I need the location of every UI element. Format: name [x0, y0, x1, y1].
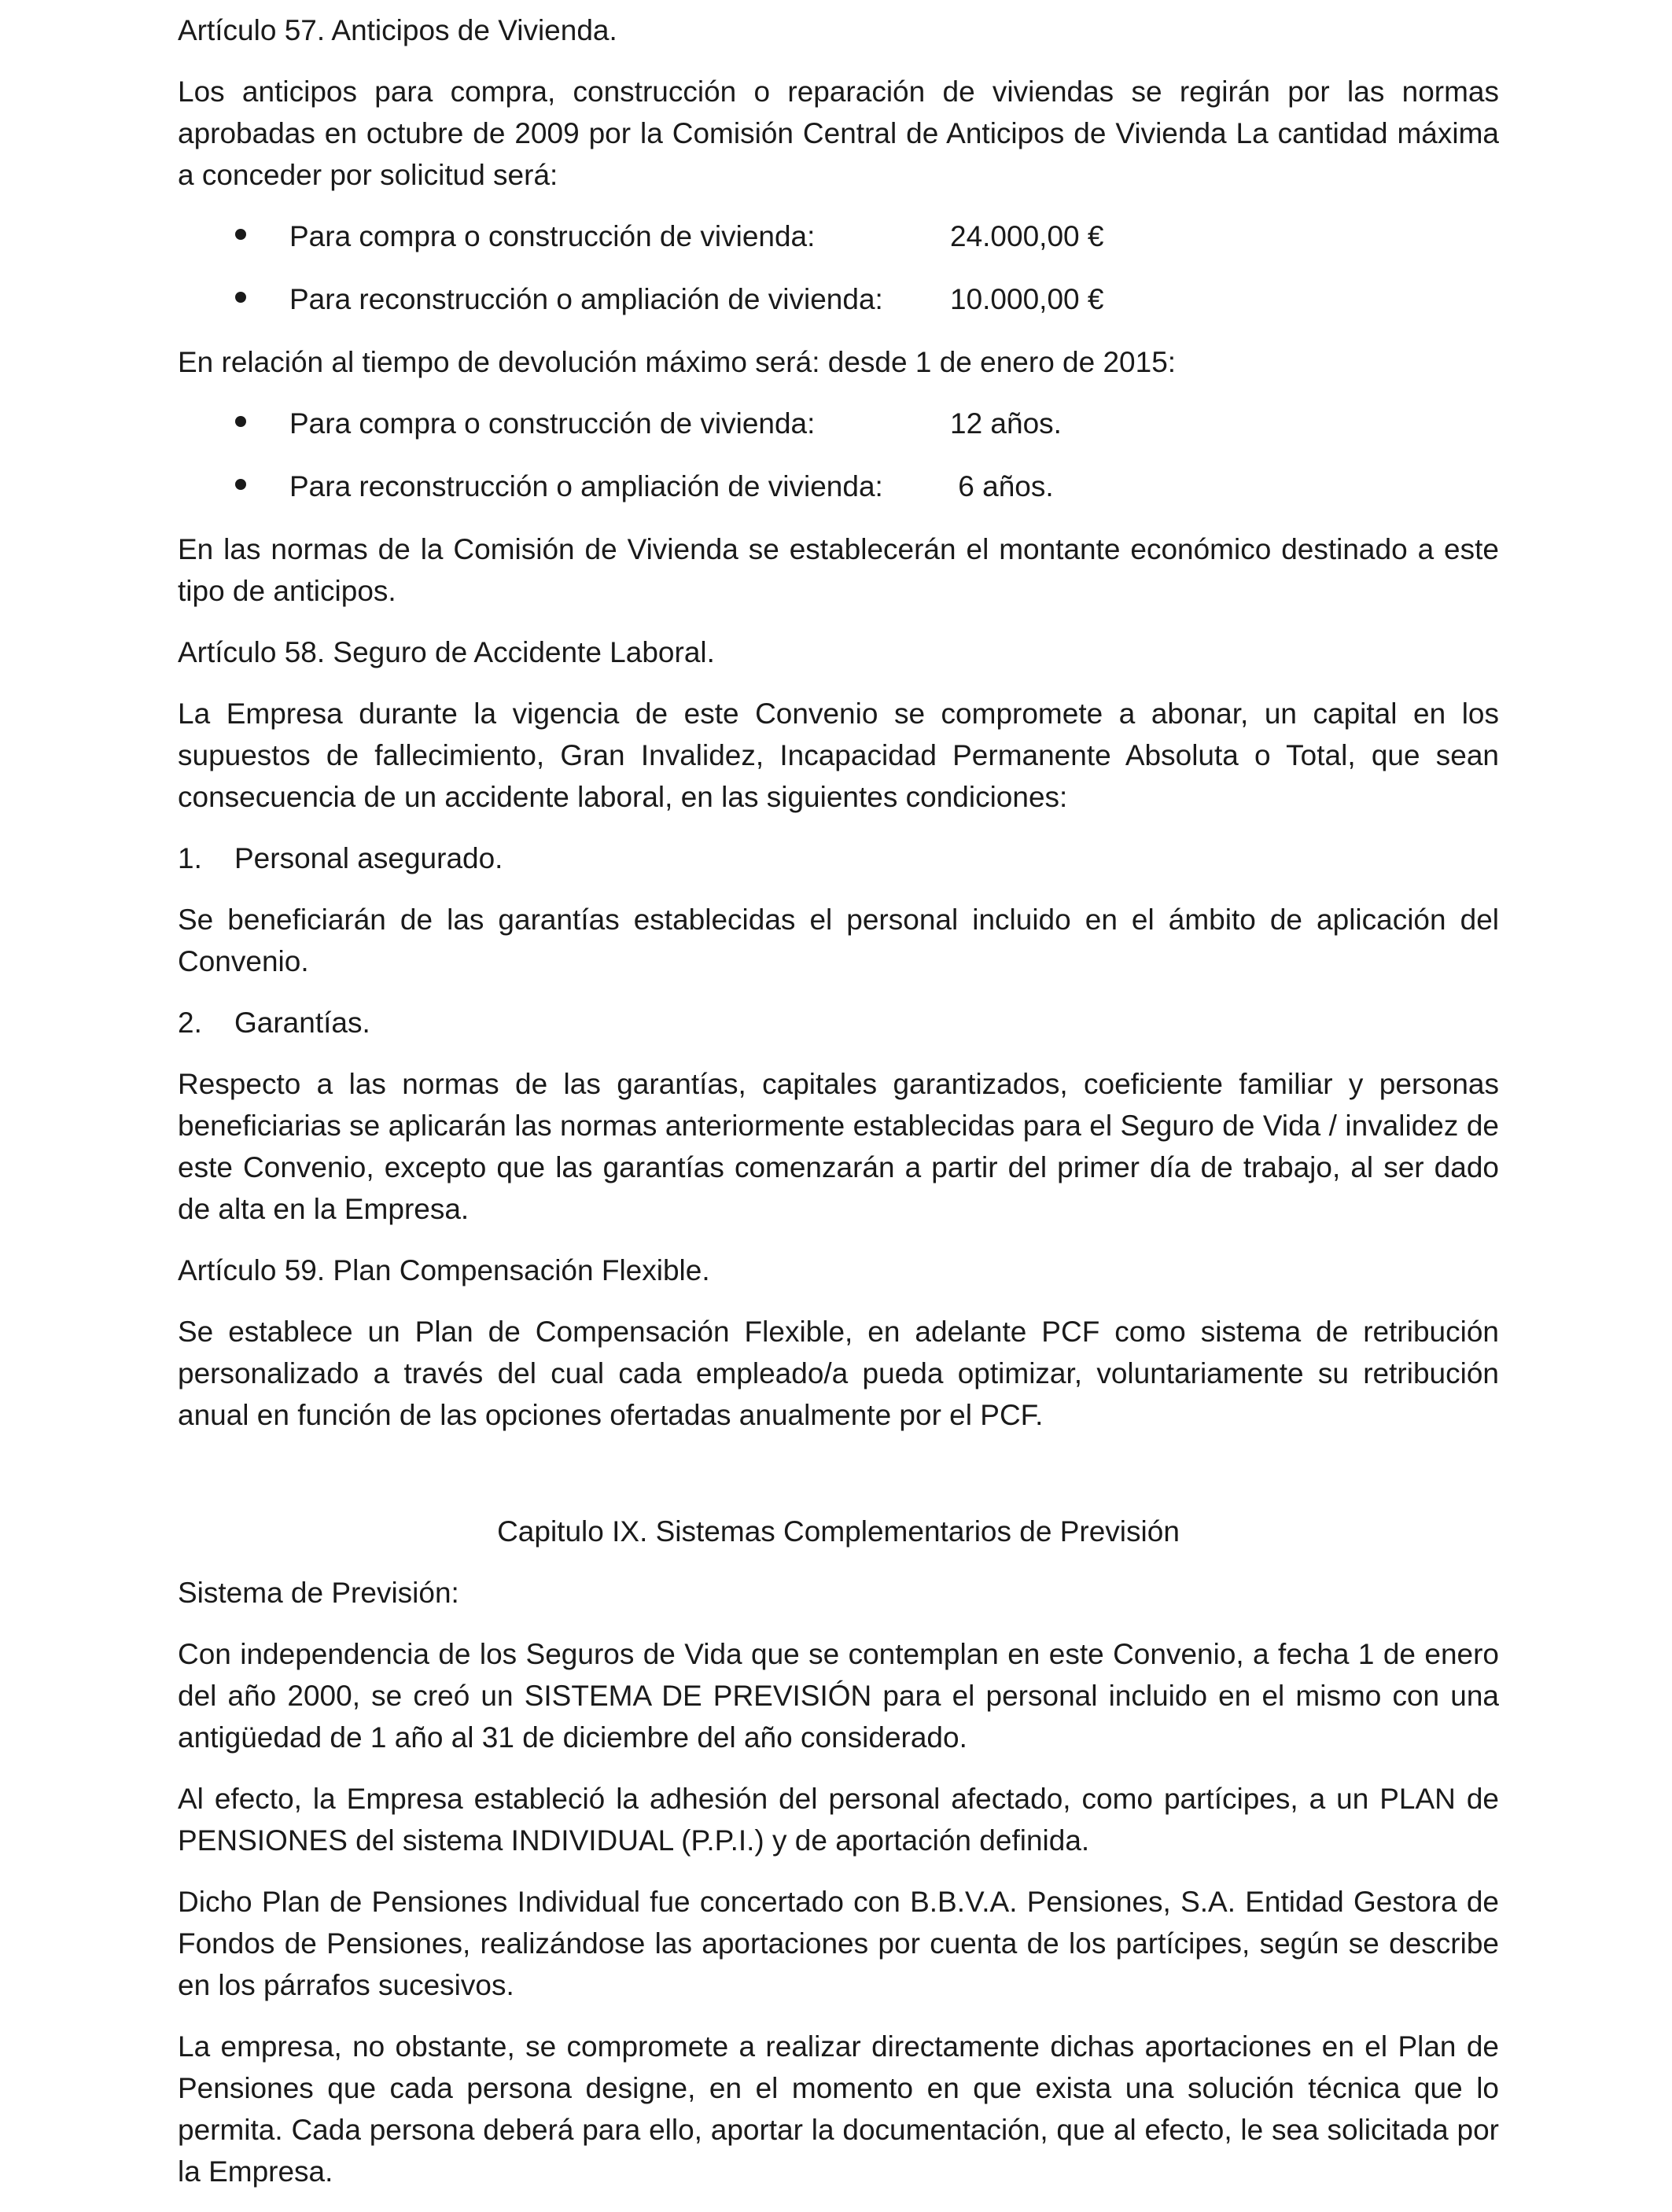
list-item [178, 278, 1499, 320]
item-title: Garantías. [234, 1007, 370, 1039]
chapter-9-paragraph-3: Dicho Plan de Pensiones Individual fue concertado con B.B.V.A. Pensiones, S.A. Entidad Gestora de Fondos de Pensiones, realizándose las aportaciones por cuenta de los partícipes, según se describe en los párrafos sucesivos. [178, 1886, 1499, 2001]
list-item [178, 466, 1499, 507]
numbered-item-2 [178, 1002, 1499, 1043]
article-58-intro: La Empresa durante la vigencia de este Convenio se compromete a abonar, un capital en los supuestos de fallecimiento, Gran Invalidez, Incapacidad Permanente Absoluta o Total, que sean consecuencia de un accidente laboral, en las siguientes condiciones: [178, 697, 1499, 813]
term-label: Para reconstrucción o ampliación de vivienda: [289, 470, 883, 502]
amount-value: 10.000,00 € [950, 283, 1104, 315]
article-57-return-intro: En relación al tiempo de devolución máximo será: desde 1 de enero de 2015: [178, 346, 1177, 378]
chapter-9-paragraph-1: Con independencia de los Seguros de Vida que se contemplan en este Convenio, a fecha 1 de enero del año 2000, se creó un SISTEMA DE PREVISIÓN para el personal incluido en el mismo con una antigüedad de 1 año al 31 de diciembre del año considerado. [178, 1638, 1499, 1754]
document-page [178, 9, 1499, 2212]
article-59-text: Se establece un Plan de Compensación Flexible, en adelante PCF como sistema de retribución personalizado a través del cual cada empleado/a pueda optimizar, voluntariamente su retribución anual en función de las opciones ofertadas anualmente por el PCF. [178, 1316, 1499, 1431]
article-57-intro: Los anticipos para compra, construcción o reparación de viviendas se regirán por las normas aprobadas en octubre de 2009 por la Comisión Central de Anticipos de Vivienda La cantidad máxima a conceder por solicitud será: [178, 75, 1499, 191]
chapter-9-paragraph-4: La empresa, no obstante, se compromete a realizar directamente dichas aportaciones en el Plan de Pensiones que cada persona designe, en el momento en que exista una solución técnica que lo permita. Cada persona deberá para ello, aportar la documentación, que al efecto, le sea solicitada por la Empresa. [178, 2030, 1499, 2188]
bullet-icon [235, 479, 246, 490]
item-number: 2. [178, 1007, 202, 1039]
term-value: 12 años. [950, 407, 1062, 440]
bullet-icon [235, 292, 246, 303]
list-item [178, 403, 1499, 444]
article-59-title: Artículo 59. Plan Compensación Flexible. [178, 1254, 710, 1286]
chapter-9-title: Capitulo IX. Sistemas Complementarios de Previsión [497, 1515, 1180, 1548]
article-58-title: Artículo 58. Seguro de Accidente Laboral. [178, 636, 715, 668]
chapter-9-subtitle: Sistema de Previsión: [178, 1577, 459, 1609]
article-57-title: Artículo 57. Anticipos de Vivienda. [178, 14, 617, 46]
chapter-9-paragraph-2: Al efecto, la Empresa estableció la adhesión del personal afectado, como partícipes, a un PLAN de PENSIONES del sistema INDIVIDUAL (P.P.I.) y de aportación definida. [178, 1783, 1499, 1857]
bullet-icon [235, 416, 246, 427]
item-title: Personal asegurado. [234, 842, 503, 874]
article-57-closing: En las normas de la Comisión de Vivienda se establecerán el montante económico destinado a este tipo de anticipos. [178, 533, 1499, 607]
item-number: 1. [178, 842, 202, 874]
amount-label: Para reconstrucción o ampliación de vivienda: [289, 283, 883, 315]
bullet-icon [235, 229, 246, 240]
term-label: Para compra o construcción de vivienda: [289, 407, 816, 440]
term-value: 6 años. [950, 470, 1054, 502]
list-item [178, 215, 1499, 257]
article-58-item-1-text: Se beneficiarán de las garantías establecidas el personal incluido en el ámbito de aplicación del Convenio. [178, 904, 1499, 977]
amount-label: Para compra o construcción de vivienda: [289, 220, 816, 252]
article-57-amounts-list [178, 215, 1499, 320]
amount-value: 24.000,00 € [950, 220, 1104, 252]
numbered-item-1 [178, 837, 1499, 879]
article-57-terms-list [178, 403, 1499, 507]
article-58-item-2-text: Respecto a las normas de las garantías, capitales garantizados, coeficiente familiar y personas beneficiarias se aplicarán las normas anteriormente establecidas para el Seguro de Vida / invalidez de este Convenio, excepto que las garantías comenzarán a partir del primer día de trabajo, al ser dado de alta en la Empresa. [178, 1068, 1499, 1225]
section-spacer [178, 1456, 1499, 1511]
